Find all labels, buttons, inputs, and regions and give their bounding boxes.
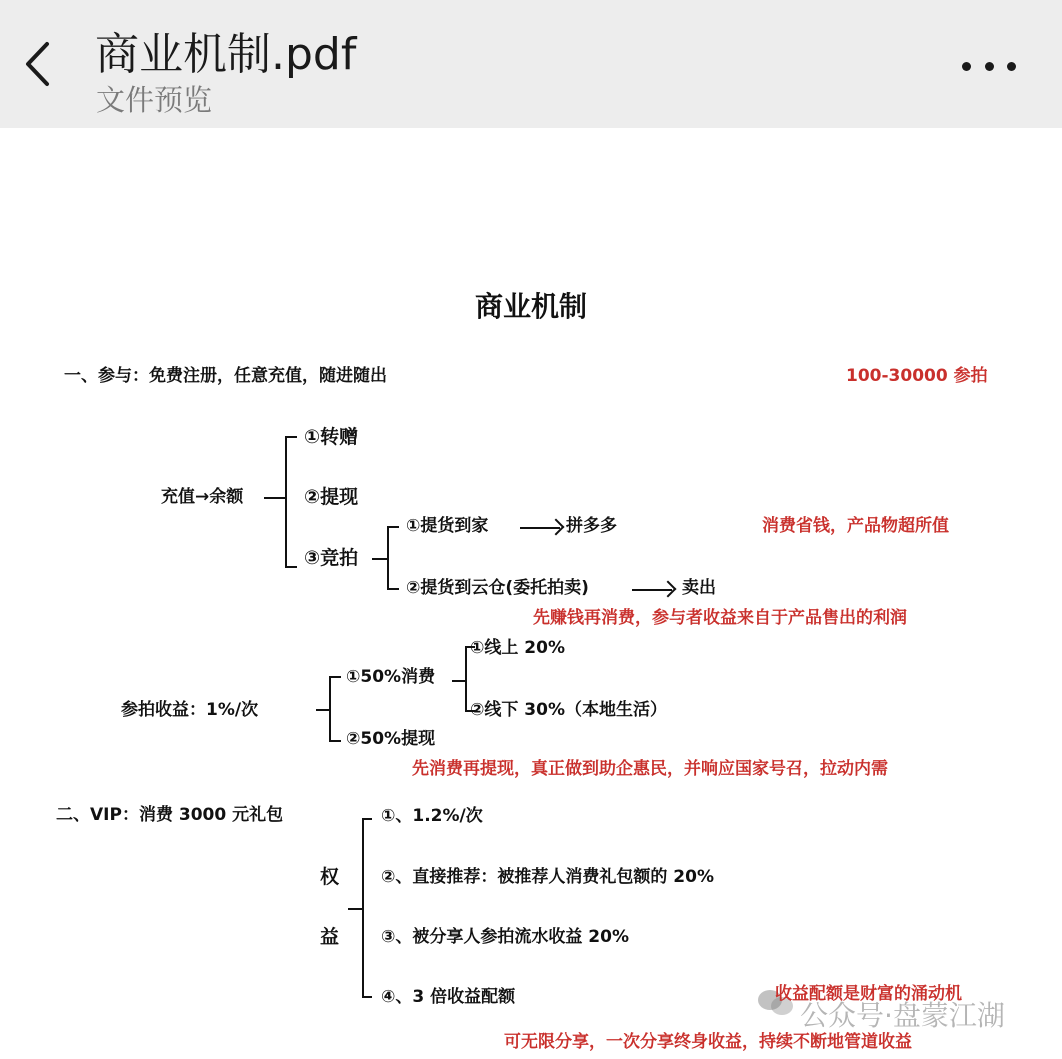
arrow-right-icon — [632, 589, 672, 591]
right-item-4: ④、3 倍收益配额 — [381, 987, 516, 1007]
top-bar — [0, 0, 1062, 128]
auction-branch-2-note: 先赚钱再消费，参与者收益来自于产品售出的利润 — [533, 608, 907, 628]
more-dot — [985, 62, 994, 71]
rights-label-2: 益 — [320, 926, 340, 948]
connector — [452, 680, 466, 682]
file-subtitle: 文件预览 — [96, 83, 213, 117]
recharge-item-1: ①转赠 — [304, 426, 359, 448]
file-title: 商业机制.pdf — [95, 29, 357, 80]
document-title: 商业机制 — [474, 290, 587, 323]
more-button[interactable] — [958, 52, 1020, 80]
right-item-1: ①、1.2%/次 — [381, 806, 483, 826]
recharge-item-3: ③竞拍 — [304, 547, 359, 569]
income-root: 参拍收益：1%/次 — [121, 700, 259, 720]
income-item-2: ②50%提现 — [346, 729, 436, 749]
recharge-root: 充值→余额 — [161, 487, 244, 507]
bracket — [329, 676, 341, 742]
watermark: 公众号·盘蒙江湖 — [800, 999, 1005, 1032]
back-button[interactable] — [14, 32, 64, 96]
auction-branch-1-note: 消费省钱，产品物超所值 — [762, 516, 949, 536]
consume-branch-2: ②线下 30%（本地生活） — [470, 700, 668, 720]
connector — [316, 709, 330, 711]
income-item-1: ①50%消费 — [346, 667, 436, 687]
auction-branch-2-target: 卖出 — [682, 578, 716, 598]
chevron-left-icon — [14, 32, 64, 96]
connector — [348, 908, 364, 910]
quota-note: 收益配额是财富的涌动机 — [775, 984, 962, 1004]
section1-heading: 一、参与：免费注册，任意充值，随进随出 — [64, 366, 387, 386]
connector — [264, 497, 286, 499]
bracket — [387, 526, 399, 590]
rights-label-1: 权 — [320, 866, 340, 888]
connector — [372, 558, 388, 560]
more-horizontal-icon — [962, 62, 971, 71]
bracket — [285, 436, 297, 568]
recharge-item-2: ②提现 — [304, 486, 359, 508]
right-item-2: ②、直接推荐：被推荐人消费礼包额的 20% — [381, 867, 715, 887]
section1-note: 100-30000 参拍 — [846, 366, 988, 386]
auction-branch-1-target: 拼多多 — [566, 516, 617, 536]
share-note: 可无限分享，一次分享终身收益，持续不断地管道收益 — [504, 1032, 912, 1052]
arrow-right-icon — [520, 527, 560, 529]
section2-heading: 二、VIP：消费 3000 元礼包 — [56, 805, 284, 825]
more-dot — [1007, 62, 1016, 71]
auction-branch-1-label: ①提货到家 — [406, 516, 489, 536]
pdf-page[interactable] — [0, 128, 1062, 1059]
auction-branch-2-label: ②提货到云仓(委托拍卖) — [406, 578, 589, 598]
income-note: 先消费再提现，真正做到助企惠民，并响应国家号召，拉动内需 — [412, 759, 888, 779]
consume-branch-1: ①线上 20% — [470, 638, 566, 658]
right-item-3: ③、被分享人参拍流水收益 20% — [381, 927, 630, 947]
